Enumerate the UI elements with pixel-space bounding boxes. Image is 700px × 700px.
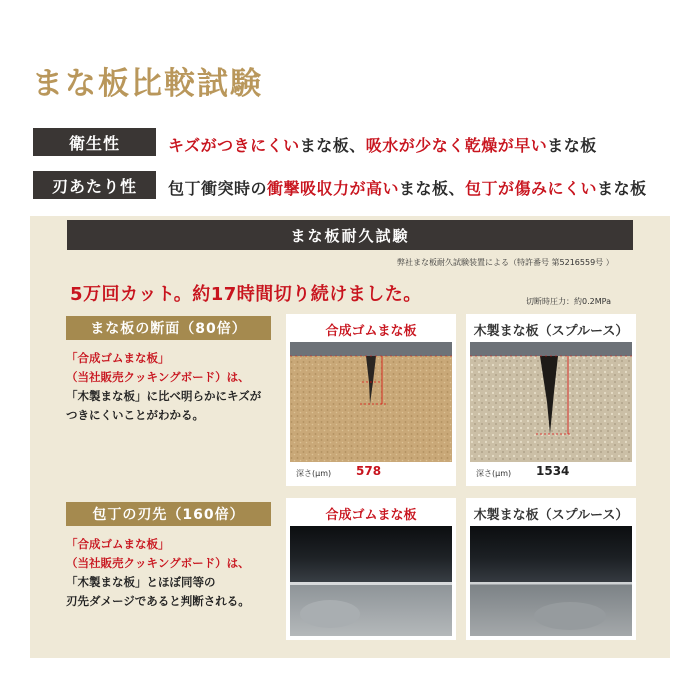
depth-value: 1534	[536, 464, 570, 478]
card-title: 合成ゴムまな板	[325, 508, 417, 523]
card-title: 合成ゴムまな板	[325, 324, 417, 339]
feature-text-segment: 包丁が傷みにくい	[465, 179, 598, 198]
patent-note: 弊社まな板耐久試験装置による（特許番号 第5216559号 ）	[397, 258, 614, 267]
wood-cross-section-photo	[470, 342, 632, 462]
feature-text-segment: 衝撃吸収力が高い	[267, 179, 400, 198]
card-wood-cross-section	[466, 314, 636, 486]
feature-text-segment: まな板、	[399, 179, 466, 198]
feature-text-segment: 包丁衝突時の	[168, 179, 268, 198]
feature-text-segment: まな板	[597, 179, 647, 198]
desc-line: 「合成ゴムまな板」	[66, 351, 170, 365]
cutting-pressure-note: 切断時圧力：約0.2MPa	[526, 297, 611, 306]
card-title: 木製まな板（スプルース）	[473, 324, 629, 339]
page-title: まな板比較試験	[32, 66, 263, 102]
desc-line: つきにくいことがわかる。	[66, 408, 204, 422]
feature-text-segment: キズがつきにくい	[168, 136, 300, 155]
panel-title-bar: まな板耐久試験	[67, 220, 633, 250]
card-wood-blade-edge	[466, 498, 636, 640]
feature-text-segment: まな板、	[299, 136, 366, 155]
rubber-cross-section-photo	[290, 342, 452, 462]
rubber-blade-edge-photo	[290, 526, 452, 636]
desc-line: 「木製まな板」に比べ明らかにキズが	[66, 389, 262, 403]
hygiene-description	[168, 133, 597, 156]
card-rubber-cross-section	[286, 314, 456, 486]
depth-label: 深さ(μm)	[296, 469, 332, 478]
blade-contact-tag: 刃あたり性	[33, 171, 156, 199]
card-rubber-blade-edge	[286, 498, 456, 640]
hygiene-tag: 衛生性	[33, 128, 156, 156]
card-title: 木製まな板（スプルース）	[473, 508, 629, 523]
section-description	[66, 349, 261, 425]
wood-blade-edge-photo	[470, 526, 632, 636]
desc-line: （当社販売クッキングボード）は、	[66, 370, 250, 384]
section-tag-cross-section: まな板の断面（80倍）	[66, 316, 271, 340]
depth-value: 578	[356, 464, 382, 478]
section-tag-blade-edge: 包丁の刃先（160倍）	[66, 502, 271, 526]
blade-contact-description	[168, 176, 647, 199]
depth-label: 深さ(μm)	[476, 469, 512, 478]
section-description	[66, 535, 250, 611]
feature-text-segment: 吸水が少なく乾燥が早い	[365, 136, 548, 155]
test-headline: 5万回カット。約17時間切り続けました。	[70, 284, 422, 305]
desc-line: （当社販売クッキングボード）は、	[66, 556, 250, 570]
feature-text-segment: まな板	[547, 136, 597, 155]
desc-line: 刃先ダメージであると判断される。	[66, 594, 250, 608]
desc-line: 「木製まな板」とほぼ同等の	[66, 575, 216, 589]
desc-line: 「合成ゴムまな板」	[66, 537, 170, 551]
